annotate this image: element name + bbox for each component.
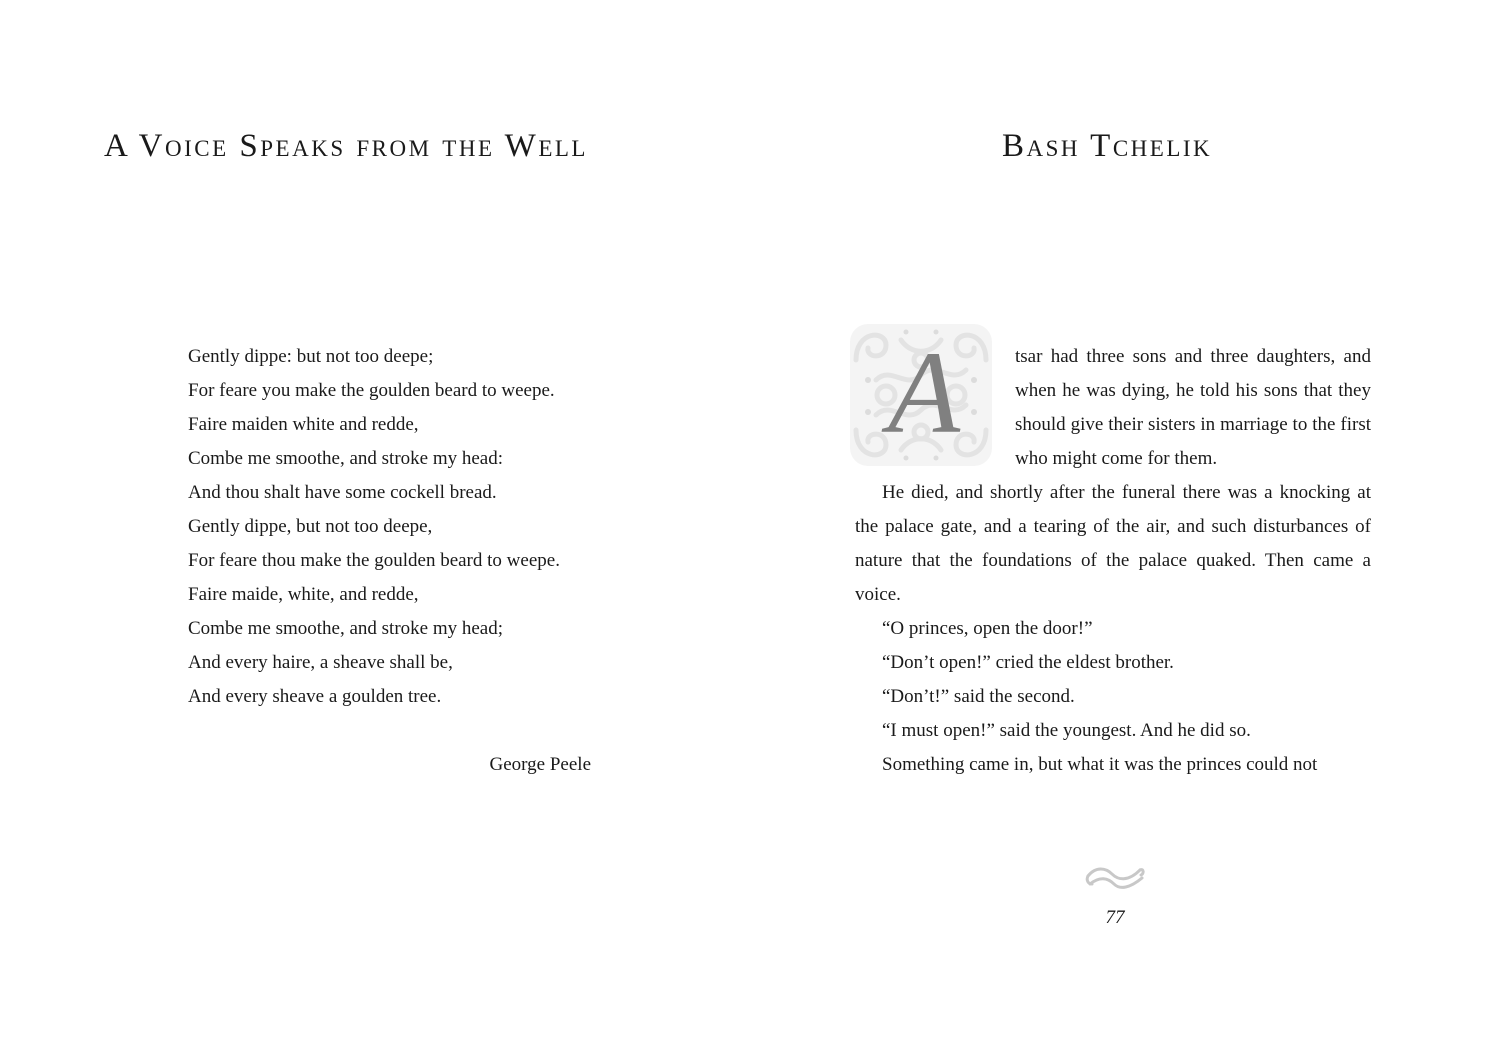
poem-line: For feare thou make the goulden beard to weepe. bbox=[188, 550, 560, 571]
right-page-title: Bash Tchelik bbox=[1002, 128, 1213, 164]
poem-line: Faire maiden white and redde, bbox=[188, 414, 419, 435]
paragraph: “O princes, open the door!” bbox=[882, 618, 1093, 639]
poem-line: And every sheave a goulden tree. bbox=[188, 686, 442, 707]
paragraph: tsar had three sons and three daughters, and when he was dying, he told his sons that they should give their sisters in marriage to the first who might come for them. bbox=[1015, 346, 1371, 469]
paragraph: Something came in, but what it was the princes could not bbox=[882, 754, 1318, 775]
paragraph: He died, and shortly after the funeral there was a knocking at the palace gate, and a tearing of the air, and such disturbances of nature that the foundations of the palace quaked. Then came a voice. bbox=[855, 482, 1371, 605]
poem-line: Gently dippe: but not too deepe; bbox=[188, 346, 434, 367]
poem-author: George Peele bbox=[489, 754, 591, 775]
poem-line: Combe me smoothe, and stroke my head: bbox=[188, 448, 504, 469]
poem-line: For feare you make the goulden beard to weepe. bbox=[188, 380, 555, 401]
left-page-title: A Voice Speaks from the Well bbox=[104, 128, 588, 164]
swirl-ornament-icon bbox=[1084, 862, 1146, 896]
drop-cap-letter: A bbox=[887, 327, 961, 458]
poem-line: And every haire, a sheave shall be, bbox=[188, 652, 453, 673]
poem-line: Gently dippe, but not too deepe, bbox=[188, 516, 433, 537]
story-text bbox=[855, 340, 1371, 782]
paragraph: “Don’t!” said the second. bbox=[882, 686, 1075, 707]
poem-line: And thou shalt have some cockell bread. bbox=[188, 482, 497, 503]
poem bbox=[188, 340, 628, 714]
right-page bbox=[750, 0, 1500, 1063]
page-number: 77 bbox=[1105, 907, 1125, 928]
paragraph: “Don’t open!” cried the eldest brother. bbox=[882, 652, 1174, 673]
poem-line: Combe me smoothe, and stroke my head; bbox=[188, 618, 504, 639]
poem-line: Faire maide, white, and redde, bbox=[188, 584, 419, 605]
paragraph: “I must open!” said the youngest. And he did so. bbox=[882, 720, 1251, 741]
